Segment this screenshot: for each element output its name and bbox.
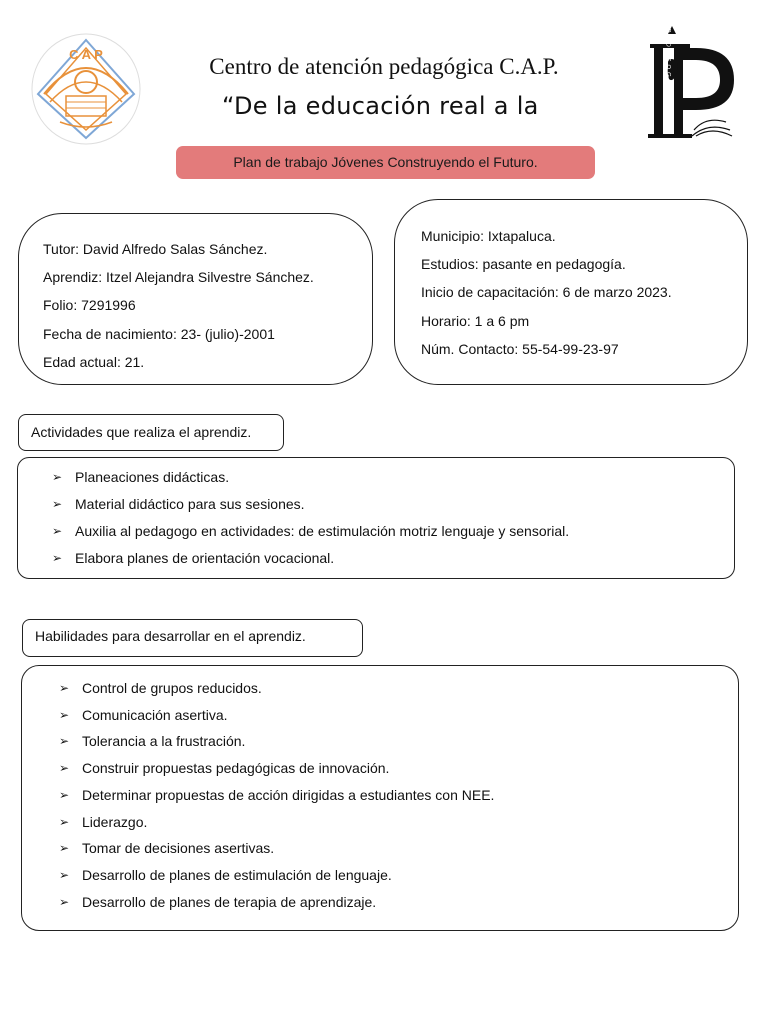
info-tutor: Tutor: David Alfredo Salas Sánchez. [43, 241, 268, 257]
info-contacto: Núm. Contacto: 55-54-99-23-97 [421, 340, 619, 357]
info-edad: Edad actual: 21. [43, 353, 145, 370]
list-item: ➢ Tomar de decisiones asertivas. [59, 835, 738, 862]
info-horario: Horario: 1 a 6 pm [421, 312, 530, 329]
actividades-list-box [17, 457, 735, 579]
cap-logo-text: C A P [69, 47, 103, 62]
page-subtitle: “De la educación real a la [222, 92, 539, 120]
arrow-bullet-icon: ➢ [59, 814, 70, 829]
info-estudios: Estudios: pasante en pedagogía. [421, 256, 626, 273]
list-item: ➢ Desarrollo de planes de estimulación de lenguaje. [59, 862, 738, 889]
actividades-list [52, 464, 734, 572]
pedagogia-logo [646, 26, 736, 142]
list-item: ➢ Liderazgo. [59, 809, 738, 836]
cap-logo [30, 32, 142, 146]
list-item: ➢ Material didáctico para sus sesiones. [52, 491, 734, 518]
list-item: ➢ Elabora planes de orientación vocacional. [52, 545, 734, 572]
arrow-bullet-icon: ➢ [59, 787, 70, 802]
list-item: ➢ Planeaciones didácticas. [52, 464, 734, 491]
info-folio: Folio: 7291996 [43, 297, 136, 314]
tutor-info-box [18, 213, 373, 385]
list-item: ➢ Tolerancia a la frustración. [59, 728, 738, 755]
list-item: ➢ Auxilia al pedagogo en actividades: de estimulación motriz lenguaje y sensorial. [52, 518, 734, 545]
arrow-bullet-icon: ➢ [59, 867, 70, 882]
page-title: Centro de atención pedagógica C.A.P. [209, 54, 559, 79]
arrow-bullet-icon: ➢ [52, 551, 63, 565]
arrow-bullet-icon: ➢ [59, 841, 70, 856]
arrow-bullet-icon: ➢ [52, 524, 63, 538]
arrow-bullet-icon: ➢ [59, 734, 70, 749]
arrow-bullet-icon: ➢ [52, 497, 63, 511]
arrow-bullet-icon: ➢ [59, 707, 70, 722]
details-info-box [394, 199, 748, 385]
list-item: ➢ Determinar propuestas de acción dirigidas a estudiantes con NEE. [59, 782, 738, 809]
info-inicio: Inicio de capacitación: 6 de marzo 2023. [421, 284, 672, 301]
arrow-bullet-icon: ➢ [59, 761, 70, 776]
info-municipio: Municipio: Ixtapaluca. [421, 228, 556, 244]
arrow-bullet-icon: ➢ [59, 681, 70, 695]
habilidades-list-box [21, 665, 739, 931]
list-item: ➢ Comunicación asertiva. [59, 702, 738, 729]
actividades-label: Actividades que realiza el aprendiz. [18, 414, 284, 451]
arrow-bullet-icon: ➢ [59, 894, 70, 909]
list-item: ➢ Construir propuestas pedagógicas de innovación. [59, 755, 738, 782]
list-item: ➢ Control de grupos reducidos. [59, 675, 738, 702]
arrow-bullet-icon: ➢ [52, 470, 63, 484]
info-fecha-nacimiento: Fecha de nacimiento: 23- (julio)-2001 [43, 325, 275, 342]
plan-banner: Plan de trabajo Jóvenes Construyendo el Futuro. [176, 146, 595, 179]
pedagogia-logo-text: PEDAGOGÍA [664, 28, 671, 92]
list-item: ➢ Desarrollo de planes de terapia de aprendizaje. [59, 889, 738, 916]
habilidades-label: Habilidades para desarrollar en el aprendiz. [22, 619, 363, 657]
info-aprendiz: Aprendiz: Itzel Alejandra Silvestre Sánchez. [43, 269, 314, 286]
habilidades-list [59, 675, 738, 915]
